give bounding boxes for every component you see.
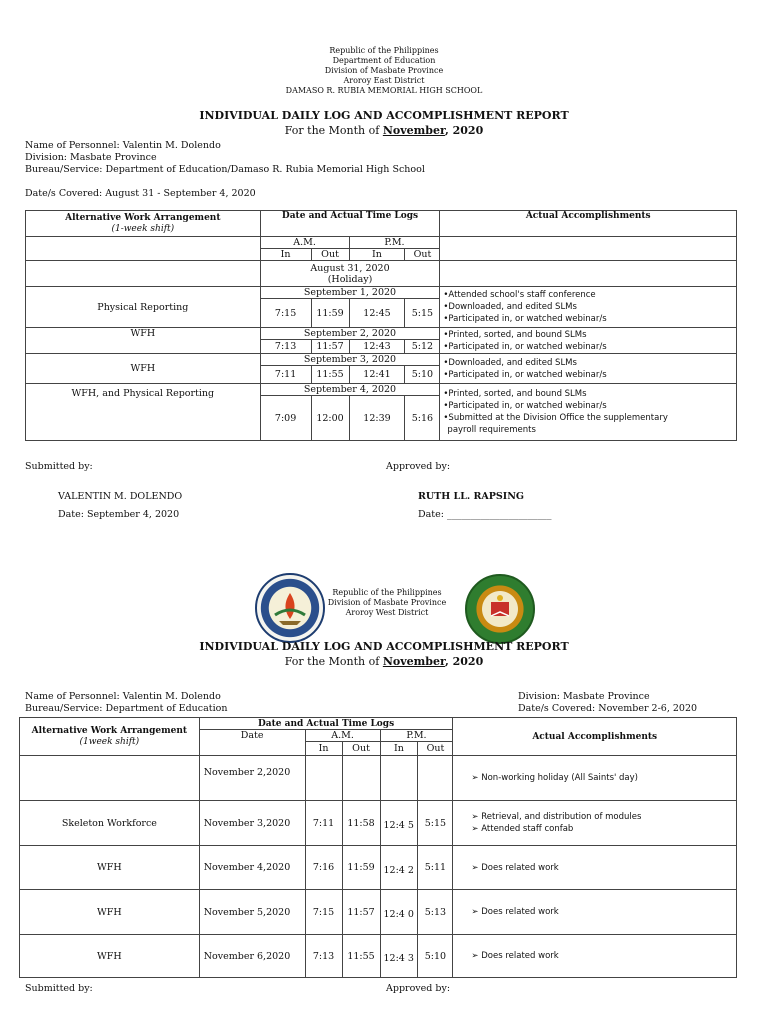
acc-item: ➢ Does related work [471, 951, 559, 961]
pm-in-cell: 12:4 5 [380, 801, 418, 846]
r2-title: INDIVIDUAL DAILY LOG AND ACCOMPLISHMENT REPORT [199, 640, 569, 653]
awa-cell: WFH [20, 935, 200, 978]
am-out-cell: 11:57 [342, 890, 380, 935]
in-header: In [380, 742, 418, 756]
table-row [20, 756, 737, 801]
pm-in-cell [380, 756, 418, 801]
am-out-cell: 11:58 [342, 801, 380, 846]
date-cell: November 6,2020 [199, 935, 305, 978]
division: Division: Masbate Province [25, 152, 157, 163]
holiday-date: August 31, 2020 [310, 262, 390, 274]
month-prefix: For the Month of [284, 124, 383, 137]
submitted-by-label: Submitted by: [25, 461, 93, 472]
am-in-cell: 7:13 [260, 340, 311, 354]
am-out-cell: 11:59 [311, 299, 349, 328]
school-name: DAMASO R. RUBIA MEMORIAL HIGH SCHOOL [285, 86, 483, 95]
holiday-label: (Holiday) [327, 273, 373, 285]
acc-item: ➢ Does related work [471, 907, 559, 917]
month-value: November [382, 655, 445, 668]
acc-item: •Participated in, or watched webinar/s [443, 314, 607, 324]
logs-header: Date and Actual Time Logs [260, 211, 440, 237]
am-in-cell: 7:11 [260, 366, 311, 384]
acc-cell [453, 890, 737, 935]
r2-log-table [19, 717, 737, 978]
r2-month [0, 655, 768, 668]
submit-date: Date: September 4, 2020 [58, 509, 180, 520]
awa-cell: Physical Reporting [26, 287, 261, 328]
pm-header: P.M. [380, 730, 453, 742]
awa-label: Alternative Work Arrangement [31, 725, 188, 736]
table-row [26, 261, 737, 287]
in-header: In [305, 742, 342, 756]
pm-header: P.M. [349, 237, 440, 249]
acc-cell [440, 328, 737, 354]
pm-in-cell: 12:4 2 [380, 846, 418, 890]
dates-covered: Date/s Covered: August 31 - September 4, 2020 [25, 188, 256, 199]
awa-cell: WFH, and Physical Reporting [26, 384, 261, 441]
r1-month [0, 124, 768, 137]
pm-in-cell: 12:39 [349, 396, 405, 441]
header-line: Republic of the Philippines [329, 46, 439, 55]
acc-item: •Participated in, or watched webinar/s [443, 401, 607, 411]
pm-in-cell: 12:4 0 [380, 890, 418, 935]
acc-cell [440, 287, 737, 328]
r1-log-table [25, 210, 737, 441]
am-out-cell: 11:59 [342, 846, 380, 890]
am-header: A.M. [260, 237, 349, 249]
header-line: Department of Education [332, 56, 436, 65]
date-header: Date [199, 730, 305, 756]
pm-out-cell [418, 756, 453, 801]
awa-cell [20, 756, 200, 801]
out-header: Out [311, 249, 349, 261]
acc-item: •Printed, sorted, and bound SLMs [443, 329, 587, 340]
bureau: Bureau/Service: Department of Education/Damaso R. Rubia Memorial High School [25, 164, 425, 175]
table-header-row [20, 718, 737, 730]
date-cell: November 2,2020 [199, 756, 305, 801]
acc-item: ➢ Does related work [471, 862, 559, 873]
year-value: , 2020 [444, 655, 484, 668]
acc-item: •Printed, sorted, and bound SLMs [443, 389, 587, 399]
pm-out-cell: 5:16 [405, 396, 440, 441]
am-out-cell [342, 756, 380, 801]
header-line: Aroroy West District [345, 608, 429, 617]
acc-item: •Downloaded, and edited SLMs [443, 357, 577, 368]
month-value: November [382, 124, 445, 137]
r1-header [0, 46, 768, 96]
acc-cell [440, 384, 737, 441]
am-in-cell [305, 756, 342, 801]
date-cell: November 4,2020 [199, 846, 305, 890]
acc-header: Actual Accomplishments [453, 718, 737, 756]
acc-cell [453, 846, 737, 890]
approver-name: RUTH LL. RAPSING [418, 491, 525, 502]
am-header: A.M. [305, 730, 380, 742]
am-in-cell: 7:15 [260, 299, 311, 328]
pm-out-cell: 5:15 [418, 801, 453, 846]
date-cell: September 1, 2020 [260, 287, 440, 299]
table-row [26, 354, 737, 366]
personnel-name: Name of Personnel: Valentin M. Dolendo [25, 140, 221, 151]
school-seal-icon [465, 574, 535, 644]
table-header-row [26, 211, 737, 237]
date-cell: November 3,2020 [199, 801, 305, 846]
division: Division: Masbate Province [518, 691, 650, 702]
header-line: Division of Masbate Province [327, 598, 447, 607]
table-subheader-row [26, 237, 737, 249]
blank-cell [440, 261, 737, 287]
pm-in-cell: 12:4 3 [380, 935, 418, 978]
date-cell: September 3, 2020 [260, 354, 440, 366]
acc-cell [453, 935, 737, 978]
holiday-cell [260, 261, 440, 287]
acc-item: •Downloaded, and edited SLMs [443, 302, 577, 312]
awa-cell: WFH [20, 846, 200, 890]
header-line: Division of Masbate Province [324, 66, 444, 75]
header-line: Aroroy East District [343, 76, 425, 85]
table-row [20, 890, 737, 935]
pm-out-cell: 5:13 [418, 890, 453, 935]
table-row [26, 384, 737, 396]
acc-item: payroll requirements [447, 425, 536, 435]
month-prefix: For the Month of [284, 655, 383, 668]
am-out-cell: 11:57 [311, 340, 349, 354]
am-in-cell: 7:16 [305, 846, 342, 890]
am-in-cell: 7:09 [260, 396, 311, 441]
dates-covered: Date/s Covered: November 2-6, 2020 [518, 703, 698, 714]
acc-item: ➢ Attended staff confab [471, 824, 574, 834]
logs-header: Date and Actual Time Logs [199, 718, 453, 730]
r1-info [25, 140, 425, 200]
pm-in-cell: 12:41 [349, 366, 405, 384]
blank-cell [26, 261, 261, 287]
pm-out-cell: 5:15 [405, 299, 440, 328]
pm-out-cell: 5:12 [405, 340, 440, 354]
awa-sub: (1-week shift) [111, 223, 175, 234]
acc-item: ➢ Non-working holiday (All Saints' day) [471, 773, 638, 783]
acc-item: •Participated in, or watched webinar/s [443, 341, 607, 352]
year-value: , 2020 [444, 124, 484, 137]
acc-item: •Submitted at the Division Office the supplementary [443, 413, 668, 423]
awa-cell: WFH [20, 890, 200, 935]
personnel-name: Name of Personnel: Valentin M. Dolendo [25, 691, 221, 702]
acc-item: •Participated in, or watched webinar/s [443, 369, 607, 380]
r2-info-left [25, 691, 227, 715]
acc-item: ➢ Retrieval, and distribution of modules [471, 812, 642, 822]
am-out-cell: 11:55 [311, 366, 349, 384]
pm-out-cell: 5:11 [418, 846, 453, 890]
am-out-cell: 11:55 [342, 935, 380, 978]
table-row [20, 801, 737, 846]
r2-header [3, 588, 768, 618]
awa-header [26, 211, 261, 237]
blank-cell [440, 237, 737, 261]
pm-in-cell: 12:45 [349, 299, 405, 328]
acc-cell [453, 756, 737, 801]
pm-out-cell: 5:10 [418, 935, 453, 978]
pm-in-cell: 12:43 [349, 340, 405, 354]
am-in-cell: 7:13 [305, 935, 342, 978]
awa-label: Alternative Work Arrangement [65, 212, 221, 223]
date-cell: November 5,2020 [199, 890, 305, 935]
out-header: Out [405, 249, 440, 261]
date-cell: September 4, 2020 [260, 384, 440, 396]
awa-sub: (1week shift) [79, 736, 140, 747]
blank-cell [26, 237, 261, 261]
approve-date: Date: ______________________ [418, 509, 552, 520]
approved-by-label: Approved by: [386, 983, 451, 994]
table-row [20, 846, 737, 890]
header-line: Republic of the Philippines [332, 588, 442, 597]
date-cell: September 2, 2020 [260, 328, 440, 340]
am-in-cell: 7:11 [305, 801, 342, 846]
awa-cell: WFH [26, 328, 261, 354]
am-out-cell: 12:00 [311, 396, 349, 441]
acc-cell [440, 354, 737, 384]
awa-header [20, 718, 200, 756]
submitted-by-label: Submitted by: [25, 983, 93, 994]
pm-out-cell: 5:10 [405, 366, 440, 384]
r2-info-right [518, 691, 697, 715]
acc-item: •Attended school's staff conference [443, 290, 596, 300]
table-row [26, 287, 737, 299]
acc-header: Actual Accomplishments [440, 211, 737, 237]
out-header: Out [342, 742, 380, 756]
awa-cell: WFH [26, 354, 261, 384]
table-row [20, 935, 737, 978]
table-row [26, 328, 737, 340]
submitter-name: VALENTIN M. DOLENDO [58, 491, 183, 502]
out-header: Out [418, 742, 453, 756]
r1-title: INDIVIDUAL DAILY LOG AND ACCOMPLISHMENT REPORT [199, 109, 569, 122]
am-in-cell: 7:15 [305, 890, 342, 935]
awa-cell: Skeleton Workforce [20, 801, 200, 846]
acc-cell [453, 801, 737, 846]
approved-by-label: Approved by: [386, 461, 451, 472]
in-header: In [349, 249, 405, 261]
in-header: In [260, 249, 311, 261]
bureau: Bureau/Service: Department of Education [25, 703, 228, 714]
